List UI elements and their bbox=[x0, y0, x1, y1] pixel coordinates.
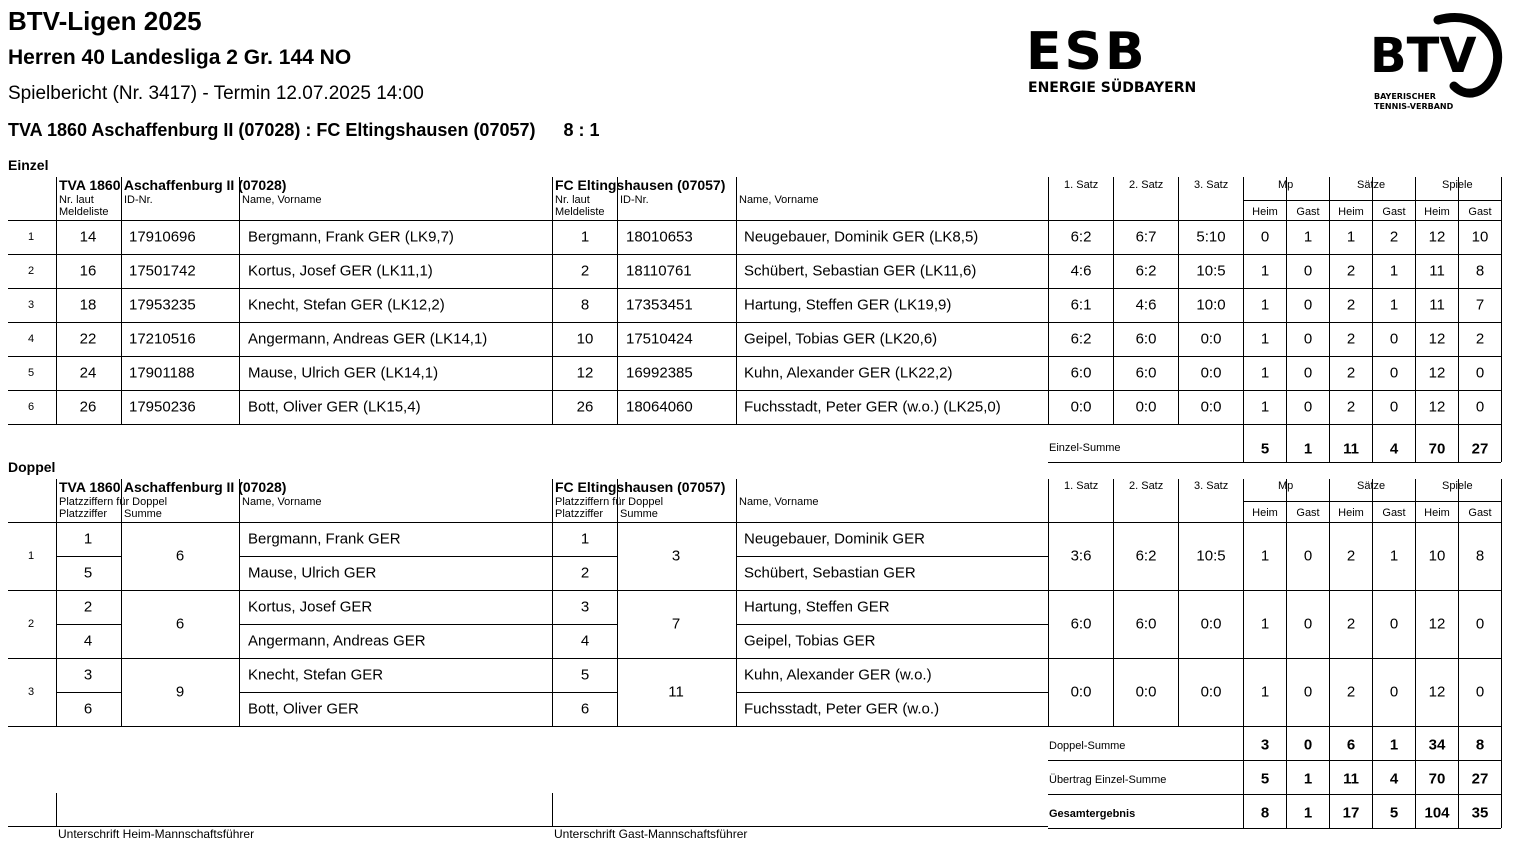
header-summe: Summe bbox=[124, 508, 162, 520]
guest-platz-sum: 7 bbox=[671, 615, 681, 633]
home-player-name: Mause, Ulrich GER (LK14,1) bbox=[248, 364, 439, 382]
pair-divider bbox=[56, 624, 121, 625]
score-s3: 5:10 bbox=[1196, 228, 1226, 246]
row-divider bbox=[8, 424, 1501, 425]
score-mpg: 0 bbox=[1303, 683, 1313, 701]
header-id: ID-Nr. bbox=[620, 194, 649, 206]
pair-divider bbox=[56, 692, 121, 693]
score-sg: 0 bbox=[1389, 683, 1399, 701]
guest-platz-2: 6 bbox=[580, 700, 590, 718]
score-mpg: 1 bbox=[1303, 440, 1313, 458]
score-s2: 6:0 bbox=[1135, 615, 1157, 633]
guest-player-nr: 10 bbox=[576, 330, 594, 348]
home-player-name: Angermann, Andreas GER (LK14,1) bbox=[248, 330, 488, 348]
score-mph: 1 bbox=[1260, 547, 1270, 565]
score-s3: 10:0 bbox=[1196, 296, 1226, 314]
score-s2: 6:2 bbox=[1135, 547, 1157, 565]
guest-player-1-name: Neugebauer, Dominik GER bbox=[744, 530, 925, 548]
score-gg: 2 bbox=[1475, 330, 1485, 348]
score-sg: 1 bbox=[1389, 547, 1399, 565]
score-mph: 1 bbox=[1260, 364, 1270, 382]
home-team-name: TVA 1860 Aschaffenburg II (07028) bbox=[59, 479, 287, 495]
score-gg: 0 bbox=[1475, 615, 1485, 633]
column-divider bbox=[1415, 726, 1416, 760]
score-sh: 6 bbox=[1346, 736, 1356, 754]
column-divider bbox=[1243, 424, 1244, 462]
home-player-1-name: Bergmann, Frank GER bbox=[248, 530, 401, 548]
signature-divider bbox=[552, 793, 553, 827]
score-s2: 0:0 bbox=[1135, 398, 1157, 416]
score-gg: 0 bbox=[1475, 683, 1485, 701]
score-sh: 17 bbox=[1342, 804, 1360, 822]
header-gast: Gast bbox=[1296, 507, 1320, 519]
signature-divider bbox=[56, 793, 57, 827]
score-sh: 11 bbox=[1343, 770, 1359, 788]
score-gh: 70 bbox=[1428, 440, 1446, 458]
header-platzziffer: Platzziffer bbox=[59, 508, 108, 520]
header-satz3: 3. Satz bbox=[1194, 480, 1229, 492]
score-sh: 11 bbox=[1343, 440, 1359, 458]
score-gh: 104 bbox=[1424, 804, 1450, 822]
home-player-2-name: Mause, Ulrich GER bbox=[248, 564, 377, 582]
esb-logo bbox=[1026, 22, 1206, 100]
row-number: 1 bbox=[27, 231, 35, 243]
column-divider bbox=[1501, 726, 1502, 760]
score-gg: 27 bbox=[1471, 770, 1489, 788]
score-gg: 8 bbox=[1475, 262, 1485, 280]
column-divider bbox=[1243, 794, 1244, 828]
score-gh: 12 bbox=[1428, 364, 1446, 382]
column-divider bbox=[1372, 760, 1373, 794]
score-sh: 1 bbox=[1346, 228, 1356, 246]
score-gg: 27 bbox=[1471, 440, 1489, 458]
pair-divider bbox=[239, 624, 552, 625]
guest-player-name: Kuhn, Alexander GER (LK22,2) bbox=[744, 364, 953, 382]
guest-player-id: 18110761 bbox=[626, 262, 692, 280]
home-player-nr: 18 bbox=[79, 296, 97, 314]
header-satz2: 2. Satz bbox=[1129, 480, 1164, 492]
score-gh: 12 bbox=[1428, 615, 1446, 633]
score-s2: 6:0 bbox=[1135, 364, 1157, 382]
guest-player-name: Schübert, Sebastian GER (LK11,6) bbox=[744, 262, 977, 280]
header-satz1: 1. Satz bbox=[1064, 179, 1099, 191]
score-mph: 1 bbox=[1260, 330, 1270, 348]
score-mpg: 1 bbox=[1303, 228, 1313, 246]
home-player-id: 17910696 bbox=[129, 228, 196, 246]
score-mpg: 1 bbox=[1303, 804, 1313, 822]
score-gg: 8 bbox=[1475, 736, 1485, 754]
home-player-name: Bergmann, Frank GER (LK9,7) bbox=[248, 228, 454, 246]
column-divider bbox=[1372, 424, 1373, 462]
pair-divider bbox=[736, 556, 1048, 557]
doppel-section-title: Doppel bbox=[8, 459, 56, 475]
column-divider bbox=[1243, 726, 1244, 760]
score-s1: 6:0 bbox=[1070, 364, 1092, 382]
score-mpg: 0 bbox=[1303, 736, 1313, 754]
score-mpg: 0 bbox=[1303, 330, 1313, 348]
guest-player-1-name: Hartung, Steffen GER bbox=[744, 598, 890, 616]
column-divider bbox=[1415, 794, 1416, 828]
score-gg: 8 bbox=[1475, 547, 1485, 565]
header-heim: Heim bbox=[1424, 206, 1450, 218]
score-sh: 2 bbox=[1346, 547, 1356, 565]
pair-divider bbox=[239, 692, 552, 693]
score-gh: 12 bbox=[1428, 228, 1446, 246]
home-platz-2: 6 bbox=[83, 700, 93, 718]
guest-platz-2: 2 bbox=[580, 564, 590, 582]
score-gg: 0 bbox=[1475, 398, 1485, 416]
home-player-name: Knecht, Stefan GER (LK12,2) bbox=[248, 296, 445, 314]
guest-player-nr: 2 bbox=[580, 262, 590, 280]
btv-logo-sub1: BAYERISCHER bbox=[1374, 92, 1436, 101]
home-player-name: Kortus, Josef GER (LK11,1) bbox=[248, 262, 433, 280]
header-gast: Gast bbox=[1382, 507, 1406, 519]
guest-player-id: 18010653 bbox=[626, 228, 693, 246]
btv-logo-sub2: TENNIS-VERBAND bbox=[1374, 102, 1454, 111]
score-s1: 4:6 bbox=[1070, 262, 1092, 280]
header-nr: Nr. laut bbox=[555, 194, 590, 206]
sum-bottom-line bbox=[1048, 462, 1501, 463]
score-s1: 6:2 bbox=[1070, 228, 1092, 246]
score-gg: 0 bbox=[1475, 364, 1485, 382]
guest-player-nr: 12 bbox=[576, 364, 594, 382]
score-mpg: 0 bbox=[1303, 296, 1313, 314]
match-line bbox=[8, 120, 600, 141]
home-platz-sum: 9 bbox=[175, 683, 185, 701]
guest-player-name: Fuchsstadt, Peter GER (w.o.) (LK25,0) bbox=[744, 398, 1001, 416]
guest-player-nr: 26 bbox=[576, 398, 594, 416]
score-s2: 4:6 bbox=[1135, 296, 1157, 314]
guest-player-id: 16992385 bbox=[626, 364, 693, 382]
column-divider bbox=[1372, 794, 1373, 828]
guest-player-id: 17353451 bbox=[626, 296, 693, 314]
score-gh: 34 bbox=[1428, 736, 1446, 754]
score-sh: 2 bbox=[1346, 330, 1356, 348]
home-player-nr: 16 bbox=[79, 262, 97, 280]
guest-player-1-name: Kuhn, Alexander GER (w.o.) bbox=[744, 666, 932, 684]
header-satz3: 3. Satz bbox=[1194, 179, 1229, 191]
pair-divider bbox=[552, 624, 617, 625]
score-mph: 3 bbox=[1260, 736, 1270, 754]
guest-player-nr: 1 bbox=[580, 228, 590, 246]
column-divider bbox=[1458, 424, 1459, 462]
home-player-id: 17901188 bbox=[129, 364, 195, 382]
row-number: 5 bbox=[27, 367, 35, 379]
score-sg: 0 bbox=[1389, 330, 1399, 348]
header-gast: Gast bbox=[1296, 206, 1320, 218]
einzel-sum-label: Einzel-Summe bbox=[1049, 442, 1121, 454]
guest-player-nr: 8 bbox=[580, 296, 590, 314]
home-player-id: 17953235 bbox=[129, 296, 196, 314]
column-divider bbox=[1458, 760, 1459, 794]
score-s3: 0:0 bbox=[1200, 683, 1222, 701]
header-nr: Nr. laut bbox=[59, 194, 94, 206]
header-heim: Heim bbox=[1252, 507, 1278, 519]
home-player-id: 17950236 bbox=[129, 398, 196, 416]
guest-signature-label: Unterschrift Gast-Mannschaftsführer bbox=[554, 827, 748, 841]
match-result: 8 : 1 bbox=[563, 120, 600, 140]
score-s3: 10:5 bbox=[1196, 547, 1226, 565]
doppel-sum-label: Doppel-Summe bbox=[1049, 740, 1126, 752]
home-platz-2: 5 bbox=[83, 564, 93, 582]
home-player-nr: 14 bbox=[79, 228, 97, 246]
header-name: Name, Vorname bbox=[242, 496, 322, 508]
home-platz-sum: 6 bbox=[175, 615, 185, 633]
header-heim: Heim bbox=[1252, 206, 1278, 218]
home-platz-1: 2 bbox=[83, 598, 93, 616]
guest-player-2-name: Geipel, Tobias GER bbox=[744, 632, 876, 650]
home-player-nr: 22 bbox=[79, 330, 97, 348]
guest-team-name: FC Eltingshausen (07057) bbox=[555, 479, 726, 495]
row-number: 3 bbox=[27, 299, 35, 311]
score-s1: 3:6 bbox=[1070, 547, 1092, 565]
guest-player-id: 17510424 bbox=[626, 330, 693, 348]
column-divider bbox=[1458, 794, 1459, 828]
score-mpg: 0 bbox=[1303, 262, 1313, 280]
header-id: ID-Nr. bbox=[124, 194, 153, 206]
column-divider bbox=[1415, 424, 1416, 462]
header-heim: Heim bbox=[1338, 507, 1364, 519]
score-mph: 1 bbox=[1260, 296, 1270, 314]
header-satz1: 1. Satz bbox=[1064, 480, 1099, 492]
column-divider bbox=[1501, 177, 1502, 424]
score-mph: 0 bbox=[1260, 228, 1270, 246]
home-platz-1: 3 bbox=[83, 666, 93, 684]
sum-bottom-line bbox=[1048, 828, 1501, 829]
column-divider bbox=[1286, 726, 1287, 760]
report-subtitle: Spielbericht (Nr. 3417) - Termin 12.07.2025 14:00 bbox=[8, 83, 424, 104]
pair-divider bbox=[552, 556, 617, 557]
score-s1: 0:0 bbox=[1070, 398, 1092, 416]
score-s2: 6:0 bbox=[1135, 330, 1157, 348]
score-sh: 2 bbox=[1346, 364, 1356, 382]
guest-player-2-name: Schübert, Sebastian GER bbox=[744, 564, 916, 582]
guest-platz-sum: 11 bbox=[668, 683, 684, 701]
home-player-name: Bott, Oliver GER (LK15,4) bbox=[248, 398, 421, 416]
score-mpg: 0 bbox=[1303, 364, 1313, 382]
header-name: Name, Vorname bbox=[739, 194, 819, 206]
league-title: Herren 40 Landesliga 2 Gr. 144 NO bbox=[8, 46, 352, 69]
score-s3: 0:0 bbox=[1200, 615, 1222, 633]
score-sh: 2 bbox=[1346, 683, 1356, 701]
header-name: Name, Vorname bbox=[242, 194, 322, 206]
header-spiele: Spiele bbox=[1442, 480, 1473, 492]
score-s2: 0:0 bbox=[1135, 683, 1157, 701]
header-meldeliste: Meldeliste bbox=[555, 206, 605, 218]
pair-divider bbox=[736, 692, 1048, 693]
score-sh: 2 bbox=[1346, 262, 1356, 280]
guest-player-2-name: Fuchsstadt, Peter GER (w.o.) bbox=[744, 700, 940, 718]
score-sg: 5 bbox=[1389, 804, 1399, 822]
home-player-nr: 26 bbox=[79, 398, 97, 416]
btv-logo bbox=[1368, 12, 1508, 118]
header-mp: Mp bbox=[1278, 179, 1294, 191]
score-mpg: 0 bbox=[1303, 547, 1313, 565]
score-s3: 10:5 bbox=[1196, 262, 1226, 280]
home-signature-label: Unterschrift Heim-Mannschaftsführer bbox=[58, 827, 255, 841]
header-saetze: Sätze bbox=[1357, 480, 1386, 492]
home-player-2-name: Bott, Oliver GER bbox=[248, 700, 359, 718]
guest-platz-1: 5 bbox=[580, 666, 590, 684]
sum-bottom-line bbox=[1048, 794, 1501, 795]
score-sg: 0 bbox=[1389, 364, 1399, 382]
score-mph: 5 bbox=[1260, 440, 1270, 458]
row-number: 2 bbox=[27, 265, 35, 277]
btv-logo-text: BTV bbox=[1370, 28, 1477, 84]
header-heim: Heim bbox=[1338, 206, 1364, 218]
score-s1: 6:0 bbox=[1070, 615, 1092, 633]
header-name: Name, Vorname bbox=[739, 496, 819, 508]
guest-player-name: Geipel, Tobias GER (LK20,6) bbox=[744, 330, 938, 348]
header-platzziffern: Platzziffern für Doppel bbox=[59, 496, 168, 508]
header-meldeliste: Meldeliste bbox=[59, 206, 109, 218]
column-divider bbox=[1329, 760, 1330, 794]
score-sg: 4 bbox=[1389, 440, 1399, 458]
score-sg: 1 bbox=[1389, 296, 1399, 314]
row-number: 3 bbox=[27, 686, 35, 698]
column-divider bbox=[1329, 794, 1330, 828]
score-mph: 5 bbox=[1260, 770, 1270, 788]
row-number: 1 bbox=[27, 550, 35, 562]
pair-divider bbox=[552, 692, 617, 693]
home-team-name: TVA 1860 Aschaffenburg II (07028) bbox=[59, 177, 287, 193]
score-s3: 0:0 bbox=[1200, 330, 1222, 348]
home-player-id: 17210516 bbox=[129, 330, 196, 348]
row-number: 4 bbox=[27, 333, 35, 345]
home-player-1-name: Kortus, Josef GER bbox=[248, 598, 373, 616]
score-sh: 2 bbox=[1346, 296, 1356, 314]
column-divider bbox=[1286, 794, 1287, 828]
score-s1: 6:2 bbox=[1070, 330, 1092, 348]
pair-divider bbox=[56, 556, 121, 557]
score-mph: 1 bbox=[1260, 398, 1270, 416]
column-divider bbox=[1372, 726, 1373, 760]
score-sg: 0 bbox=[1389, 398, 1399, 416]
home-player-1-name: Knecht, Stefan GER bbox=[248, 666, 384, 684]
einzel-carry-label: Übertrag Einzel-Summe bbox=[1049, 774, 1167, 786]
column-divider bbox=[1415, 760, 1416, 794]
score-gg: 10 bbox=[1471, 228, 1489, 246]
home-platz-2: 4 bbox=[83, 632, 93, 650]
guest-team-name: FC Eltingshausen (07057) bbox=[555, 177, 726, 193]
score-s3: 0:0 bbox=[1200, 398, 1222, 416]
score-gg: 35 bbox=[1471, 804, 1489, 822]
header-gast: Gast bbox=[1468, 206, 1492, 218]
column-divider bbox=[1329, 424, 1330, 462]
header-saetze: Sätze bbox=[1357, 179, 1386, 191]
match-teams: TVA 1860 Aschaffenburg II (07028) : FC Eltingshausen (07057) bbox=[8, 120, 536, 140]
column-divider bbox=[1501, 794, 1502, 828]
total-result-label: Gesamtergebnis bbox=[1049, 808, 1136, 820]
header-satz2: 2. Satz bbox=[1129, 179, 1164, 191]
score-s2: 6:7 bbox=[1135, 228, 1157, 246]
row-number: 2 bbox=[27, 618, 35, 630]
home-player-2-name: Angermann, Andreas GER bbox=[248, 632, 426, 650]
guest-player-name: Hartung, Steffen GER (LK19,9) bbox=[744, 296, 952, 314]
score-mpg: 0 bbox=[1303, 615, 1313, 633]
home-player-id: 17501742 bbox=[129, 262, 196, 280]
pair-divider bbox=[239, 556, 552, 557]
score-sg: 1 bbox=[1389, 736, 1399, 754]
score-sh: 2 bbox=[1346, 615, 1356, 633]
score-sg: 4 bbox=[1389, 770, 1399, 788]
header-heim: Heim bbox=[1424, 507, 1450, 519]
guest-platz-1: 3 bbox=[580, 598, 590, 616]
guest-platz-sum: 3 bbox=[671, 547, 681, 565]
score-sg: 1 bbox=[1389, 262, 1399, 280]
header-spiele: Spiele bbox=[1442, 179, 1473, 191]
header-mp: Mp bbox=[1278, 480, 1294, 492]
column-divider bbox=[1501, 760, 1502, 794]
score-s1: 6:1 bbox=[1070, 296, 1092, 314]
row-number: 6 bbox=[27, 401, 35, 413]
page-title: BTV-Ligen 2025 bbox=[8, 6, 202, 36]
header-platzziffer: Platzziffer bbox=[555, 508, 604, 520]
row-divider bbox=[8, 726, 1501, 727]
score-sh: 2 bbox=[1346, 398, 1356, 416]
header-gast: Gast bbox=[1382, 206, 1406, 218]
score-mpg: 0 bbox=[1303, 398, 1313, 416]
score-s2: 6:2 bbox=[1135, 262, 1157, 280]
esb-logo-text: ESB bbox=[1026, 22, 1148, 82]
score-sg: 0 bbox=[1389, 615, 1399, 633]
header-platzziffern: Platzziffern für Doppel bbox=[555, 496, 664, 508]
score-s3: 0:0 bbox=[1200, 364, 1222, 382]
column-divider bbox=[1243, 760, 1244, 794]
column-divider bbox=[1286, 424, 1287, 462]
column-divider bbox=[1501, 424, 1502, 462]
esb-logo-subtitle: ENERGIE SÜDBAYERN bbox=[1028, 80, 1197, 96]
column-divider bbox=[1286, 760, 1287, 794]
pair-divider bbox=[736, 624, 1048, 625]
guest-player-name: Neugebauer, Dominik GER (LK8,5) bbox=[744, 228, 979, 246]
score-gh: 12 bbox=[1428, 683, 1446, 701]
guest-platz-2: 4 bbox=[580, 632, 590, 650]
score-s1: 0:0 bbox=[1070, 683, 1092, 701]
header-summe: Summe bbox=[620, 508, 658, 520]
score-sg: 2 bbox=[1389, 228, 1399, 246]
column-divider bbox=[1458, 726, 1459, 760]
home-player-nr: 24 bbox=[79, 364, 97, 382]
score-mpg: 1 bbox=[1303, 770, 1313, 788]
sum-bottom-line bbox=[1048, 760, 1501, 761]
score-gh: 12 bbox=[1428, 398, 1446, 416]
einzel-section-title: Einzel bbox=[8, 157, 49, 173]
score-gh: 10 bbox=[1428, 547, 1446, 565]
score-mph: 8 bbox=[1260, 804, 1270, 822]
score-mph: 1 bbox=[1260, 262, 1270, 280]
column-divider bbox=[1501, 479, 1502, 726]
score-gh: 11 bbox=[1429, 262, 1445, 280]
guest-platz-1: 1 bbox=[580, 530, 590, 548]
column-divider bbox=[1329, 726, 1330, 760]
score-mph: 1 bbox=[1260, 683, 1270, 701]
home-platz-sum: 6 bbox=[175, 547, 185, 565]
score-gh: 70 bbox=[1428, 770, 1446, 788]
score-gh: 11 bbox=[1429, 296, 1445, 314]
score-mph: 1 bbox=[1260, 615, 1270, 633]
header-gast: Gast bbox=[1468, 507, 1492, 519]
guest-player-id: 18064060 bbox=[626, 398, 693, 416]
score-gh: 12 bbox=[1428, 330, 1446, 348]
home-platz-1: 1 bbox=[83, 530, 93, 548]
score-gg: 7 bbox=[1475, 296, 1485, 314]
